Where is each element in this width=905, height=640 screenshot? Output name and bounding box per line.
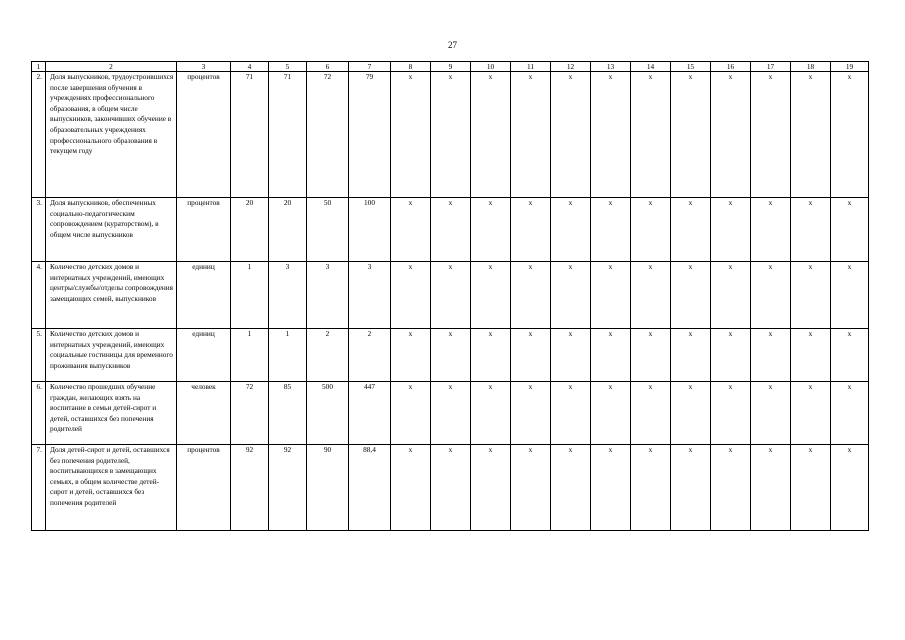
placeholder-x-cell: х xyxy=(431,329,471,382)
placeholder-x-cell: х xyxy=(831,198,869,262)
column-number-header-cell: 9 xyxy=(431,62,471,72)
placeholder-x-cell: х xyxy=(511,262,551,329)
table-row xyxy=(32,329,869,382)
indicator-description-cell: Доля детей-сирот и детей, оставшихся без попечения родителей, воспитывающихся в замещающих семьях, в общем количестве детей-сирот и детей, оставшихся без попечения родителей xyxy=(46,445,177,531)
unit-cell: единиц xyxy=(177,329,231,382)
placeholder-x-cell: х xyxy=(831,72,869,198)
placeholder-x-cell: х xyxy=(391,72,431,198)
placeholder-x-cell: х xyxy=(431,198,471,262)
unit-cell: процентов xyxy=(177,72,231,198)
page-number: 27 xyxy=(448,40,457,50)
placeholder-x-cell: х xyxy=(791,198,831,262)
row-number-cell: 5. xyxy=(32,329,46,382)
placeholder-x-cell: х xyxy=(391,382,431,445)
column-number-header-cell: 11 xyxy=(511,62,551,72)
indicators-table xyxy=(31,61,869,531)
placeholder-x-cell: х xyxy=(711,198,751,262)
placeholder-x-cell: х xyxy=(591,329,631,382)
column-number-header-cell: 10 xyxy=(471,62,511,72)
column-number-header-cell: 18 xyxy=(791,62,831,72)
placeholder-x-cell: х xyxy=(391,329,431,382)
row-number-cell: 7. xyxy=(32,445,46,531)
placeholder-x-cell: х xyxy=(671,262,711,329)
placeholder-x-cell: х xyxy=(831,262,869,329)
row-number-cell: 2. xyxy=(32,72,46,198)
value-cell: 447 xyxy=(349,382,391,445)
column-number-header-cell: 15 xyxy=(671,62,711,72)
placeholder-x-cell: х xyxy=(391,445,431,531)
placeholder-x-cell: х xyxy=(431,262,471,329)
unit-cell: человек xyxy=(177,382,231,445)
placeholder-x-cell: х xyxy=(751,445,791,531)
table-row xyxy=(32,72,869,198)
column-number-header-cell: 4 xyxy=(231,62,269,72)
placeholder-x-cell: х xyxy=(471,262,511,329)
placeholder-x-cell: х xyxy=(551,329,591,382)
placeholder-x-cell: х xyxy=(471,329,511,382)
column-number-header-cell: 19 xyxy=(831,62,869,72)
placeholder-x-cell: х xyxy=(671,329,711,382)
value-cell: 500 xyxy=(307,382,349,445)
placeholder-x-cell: х xyxy=(431,445,471,531)
placeholder-x-cell: х xyxy=(791,262,831,329)
placeholder-x-cell: х xyxy=(631,262,671,329)
column-number-header-cell: 5 xyxy=(269,62,307,72)
value-cell: 71 xyxy=(231,72,269,198)
value-cell: 1 xyxy=(231,262,269,329)
table-row xyxy=(32,382,869,445)
value-cell: 50 xyxy=(307,198,349,262)
placeholder-x-cell: х xyxy=(751,329,791,382)
placeholder-x-cell: х xyxy=(391,262,431,329)
placeholder-x-cell: х xyxy=(591,262,631,329)
placeholder-x-cell: х xyxy=(711,329,751,382)
unit-cell: единиц xyxy=(177,262,231,329)
value-cell: 3 xyxy=(349,262,391,329)
placeholder-x-cell: х xyxy=(511,445,551,531)
placeholder-x-cell: х xyxy=(591,198,631,262)
placeholder-x-cell: х xyxy=(831,382,869,445)
table-row xyxy=(32,198,869,262)
value-cell: 20 xyxy=(269,198,307,262)
placeholder-x-cell: х xyxy=(511,72,551,198)
value-cell: 2 xyxy=(307,329,349,382)
unit-cell: процентов xyxy=(177,198,231,262)
row-number-cell: 3. xyxy=(32,198,46,262)
indicator-description-cell: Количество детских домов и интернатных учреждений, имеющих центры/службы/отделы сопровождения замещающих семей, выпускников xyxy=(46,262,177,329)
placeholder-x-cell: х xyxy=(511,382,551,445)
placeholder-x-cell: х xyxy=(471,382,511,445)
column-number-header-cell: 8 xyxy=(391,62,431,72)
placeholder-x-cell: х xyxy=(711,72,751,198)
placeholder-x-cell: х xyxy=(551,382,591,445)
value-cell: 3 xyxy=(269,262,307,329)
placeholder-x-cell: х xyxy=(671,72,711,198)
column-number-header-cell: 17 xyxy=(751,62,791,72)
unit-cell: процентов xyxy=(177,445,231,531)
value-cell: 72 xyxy=(307,72,349,198)
placeholder-x-cell: х xyxy=(791,445,831,531)
placeholder-x-cell: х xyxy=(631,329,671,382)
value-cell: 92 xyxy=(269,445,307,531)
table-row xyxy=(32,262,869,329)
column-number-header-cell: 13 xyxy=(591,62,631,72)
value-cell: 90 xyxy=(307,445,349,531)
placeholder-x-cell: х xyxy=(711,382,751,445)
placeholder-x-cell: х xyxy=(591,445,631,531)
placeholder-x-cell: х xyxy=(471,445,511,531)
value-cell: 100 xyxy=(349,198,391,262)
column-number-header-cell: 16 xyxy=(711,62,751,72)
column-number-header-row xyxy=(32,62,869,72)
placeholder-x-cell: х xyxy=(551,72,591,198)
table-row xyxy=(32,445,869,531)
placeholder-x-cell: х xyxy=(831,445,869,531)
placeholder-x-cell: х xyxy=(631,382,671,445)
placeholder-x-cell: х xyxy=(631,72,671,198)
placeholder-x-cell: х xyxy=(751,382,791,445)
value-cell: 92 xyxy=(231,445,269,531)
column-number-header-cell: 7 xyxy=(349,62,391,72)
placeholder-x-cell: х xyxy=(511,198,551,262)
row-number-cell: 6. xyxy=(32,382,46,445)
column-number-header-cell: 12 xyxy=(551,62,591,72)
placeholder-x-cell: х xyxy=(671,445,711,531)
indicator-description-cell: Доля выпускников, обеспеченных социально-педагогическим сопровождением (кураторством), в общем числе выпускников xyxy=(46,198,177,262)
placeholder-x-cell: х xyxy=(751,262,791,329)
indicator-description-cell: Количество детских домов и интернатных учреждений, имеющих социальные гостиницы для временного проживания выпускников xyxy=(46,329,177,382)
value-cell: 85 xyxy=(269,382,307,445)
value-cell: 88,4 xyxy=(349,445,391,531)
column-number-header-cell: 1 xyxy=(32,62,46,72)
placeholder-x-cell: х xyxy=(671,382,711,445)
placeholder-x-cell: х xyxy=(791,329,831,382)
value-cell: 71 xyxy=(269,72,307,198)
placeholder-x-cell: х xyxy=(431,382,471,445)
placeholder-x-cell: х xyxy=(551,262,591,329)
value-cell: 79 xyxy=(349,72,391,198)
placeholder-x-cell: х xyxy=(671,198,711,262)
placeholder-x-cell: х xyxy=(591,382,631,445)
placeholder-x-cell: х xyxy=(591,72,631,198)
row-number-cell: 4. xyxy=(32,262,46,329)
value-cell: 3 xyxy=(307,262,349,329)
placeholder-x-cell: х xyxy=(751,198,791,262)
placeholder-x-cell: х xyxy=(431,72,471,198)
column-number-header-cell: 2 xyxy=(46,62,177,72)
value-cell: 2 xyxy=(349,329,391,382)
placeholder-x-cell: х xyxy=(551,198,591,262)
column-number-header-cell: 14 xyxy=(631,62,671,72)
placeholder-x-cell: х xyxy=(471,198,511,262)
placeholder-x-cell: х xyxy=(631,445,671,531)
column-number-header-cell: 3 xyxy=(177,62,231,72)
placeholder-x-cell: х xyxy=(751,72,791,198)
value-cell: 1 xyxy=(231,329,269,382)
placeholder-x-cell: х xyxy=(791,382,831,445)
placeholder-x-cell: х xyxy=(791,72,831,198)
placeholder-x-cell: х xyxy=(511,329,551,382)
placeholder-x-cell: х xyxy=(551,445,591,531)
placeholder-x-cell: х xyxy=(631,198,671,262)
placeholder-x-cell: х xyxy=(391,198,431,262)
placeholder-x-cell: х xyxy=(471,72,511,198)
value-cell: 20 xyxy=(231,198,269,262)
indicator-description-cell: Доля выпускников, трудоустроившихся после завершения обучения в учреждениях профессионального образования, в общем числе выпускников, закончивших обучение в образовательных учреждениях профессионального образования в текущем году xyxy=(46,72,177,198)
placeholder-x-cell: х xyxy=(711,445,751,531)
indicator-description-cell: Количество прошедших обучение граждан, желающих взять на воспитание в семьи детей-сирот и детей, оставшихся без попечения родителей xyxy=(46,382,177,445)
value-cell: 72 xyxy=(231,382,269,445)
column-number-header-cell: 6 xyxy=(307,62,349,72)
placeholder-x-cell: х xyxy=(711,262,751,329)
placeholder-x-cell: х xyxy=(831,329,869,382)
value-cell: 1 xyxy=(269,329,307,382)
